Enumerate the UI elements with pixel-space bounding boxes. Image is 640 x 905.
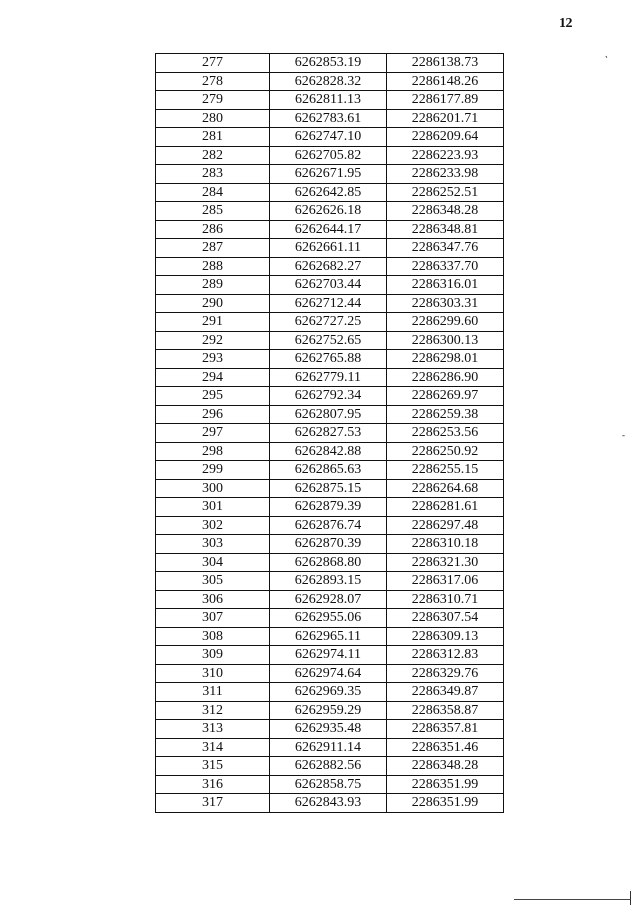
y-coordinate-cell: 2286349.87	[387, 683, 504, 702]
x-coordinate-cell: 6262870.39	[270, 535, 387, 554]
table-row	[156, 720, 504, 739]
point-number-cell: 315	[156, 757, 270, 776]
y-coordinate-cell: 2286312.83	[387, 646, 504, 665]
table-row	[156, 553, 504, 572]
point-number-cell: 299	[156, 461, 270, 480]
x-coordinate-cell: 6262671.95	[270, 165, 387, 184]
point-number-cell: 279	[156, 91, 270, 110]
y-coordinate-cell: 2286252.51	[387, 183, 504, 202]
point-number-cell: 312	[156, 701, 270, 720]
coordinates-table	[155, 53, 504, 813]
coordinates-table-body	[156, 54, 504, 813]
y-coordinate-cell: 2286358.87	[387, 701, 504, 720]
table-row	[156, 239, 504, 258]
x-coordinate-cell: 6262705.82	[270, 146, 387, 165]
y-coordinate-cell: 2286310.71	[387, 590, 504, 609]
table-row	[156, 794, 504, 813]
point-number-cell: 298	[156, 442, 270, 461]
table-row	[156, 331, 504, 350]
table-row	[156, 535, 504, 554]
y-coordinate-cell: 2286347.76	[387, 239, 504, 258]
point-number-cell: 317	[156, 794, 270, 813]
x-coordinate-cell: 6262865.63	[270, 461, 387, 480]
x-coordinate-cell: 6262828.32	[270, 72, 387, 91]
x-coordinate-cell: 6262974.11	[270, 646, 387, 665]
x-coordinate-cell: 6262792.34	[270, 387, 387, 406]
table-row	[156, 590, 504, 609]
y-coordinate-cell: 2286233.98	[387, 165, 504, 184]
point-number-cell: 311	[156, 683, 270, 702]
y-coordinate-cell: 2286316.01	[387, 276, 504, 295]
point-number-cell: 314	[156, 738, 270, 757]
table-row	[156, 738, 504, 757]
y-coordinate-cell: 2286329.76	[387, 664, 504, 683]
x-coordinate-cell: 6262644.17	[270, 220, 387, 239]
x-coordinate-cell: 6262642.85	[270, 183, 387, 202]
footer-rule	[514, 899, 630, 901]
table-row	[156, 479, 504, 498]
scan-artifact-mark: '	[604, 54, 612, 65]
table-row	[156, 775, 504, 794]
y-coordinate-cell: 2286250.92	[387, 442, 504, 461]
point-number-cell: 303	[156, 535, 270, 554]
x-coordinate-cell: 6262827.53	[270, 424, 387, 443]
x-coordinate-cell: 6262703.44	[270, 276, 387, 295]
y-coordinate-cell: 2286177.89	[387, 91, 504, 110]
x-coordinate-cell: 6262893.15	[270, 572, 387, 591]
table-row	[156, 627, 504, 646]
point-number-cell: 287	[156, 239, 270, 258]
point-number-cell: 291	[156, 313, 270, 332]
y-coordinate-cell: 2286286.90	[387, 368, 504, 387]
x-coordinate-cell: 6262911.14	[270, 738, 387, 757]
y-coordinate-cell: 2286264.68	[387, 479, 504, 498]
x-coordinate-cell: 6262752.65	[270, 331, 387, 350]
y-coordinate-cell: 2286307.54	[387, 609, 504, 628]
x-coordinate-cell: 6262935.48	[270, 720, 387, 739]
point-number-cell: 316	[156, 775, 270, 794]
y-coordinate-cell: 2286351.46	[387, 738, 504, 757]
table-row	[156, 202, 504, 221]
x-coordinate-cell: 6262853.19	[270, 54, 387, 73]
table-row	[156, 461, 504, 480]
y-coordinate-cell: 2286321.30	[387, 553, 504, 572]
x-coordinate-cell: 6262965.11	[270, 627, 387, 646]
table-row	[156, 368, 504, 387]
table-row	[156, 72, 504, 91]
y-coordinate-cell: 2286348.28	[387, 757, 504, 776]
point-number-cell: 293	[156, 350, 270, 369]
table-row	[156, 757, 504, 776]
table-row	[156, 350, 504, 369]
point-number-cell: 304	[156, 553, 270, 572]
point-number-cell: 295	[156, 387, 270, 406]
point-number-cell: 294	[156, 368, 270, 387]
x-coordinate-cell: 6262661.11	[270, 239, 387, 258]
y-coordinate-cell: 2286259.38	[387, 405, 504, 424]
y-coordinate-cell: 2286299.60	[387, 313, 504, 332]
table-row	[156, 146, 504, 165]
x-coordinate-cell: 6262928.07	[270, 590, 387, 609]
table-row	[156, 294, 504, 313]
y-coordinate-cell: 2286317.06	[387, 572, 504, 591]
x-coordinate-cell: 6262727.25	[270, 313, 387, 332]
y-coordinate-cell: 2286269.97	[387, 387, 504, 406]
y-coordinate-cell: 2286357.81	[387, 720, 504, 739]
x-coordinate-cell: 6262868.80	[270, 553, 387, 572]
table-row	[156, 109, 504, 128]
table-row	[156, 165, 504, 184]
table-row	[156, 664, 504, 683]
point-number-cell: 282	[156, 146, 270, 165]
table-row	[156, 609, 504, 628]
x-coordinate-cell: 6262811.13	[270, 91, 387, 110]
table-row	[156, 646, 504, 665]
point-number-cell: 300	[156, 479, 270, 498]
y-coordinate-cell: 2286201.71	[387, 109, 504, 128]
y-coordinate-cell: 2286303.31	[387, 294, 504, 313]
table-row	[156, 91, 504, 110]
y-coordinate-cell: 2286298.01	[387, 350, 504, 369]
x-coordinate-cell: 6262626.18	[270, 202, 387, 221]
table-row	[156, 701, 504, 720]
x-coordinate-cell: 6262843.93	[270, 794, 387, 813]
point-number-cell: 277	[156, 54, 270, 73]
y-coordinate-cell: 2286300.13	[387, 331, 504, 350]
y-coordinate-cell: 2286348.81	[387, 220, 504, 239]
point-number-cell: 310	[156, 664, 270, 683]
point-number-cell: 289	[156, 276, 270, 295]
table-row	[156, 442, 504, 461]
y-coordinate-cell: 2286223.93	[387, 146, 504, 165]
point-number-cell: 292	[156, 331, 270, 350]
y-coordinate-cell: 2286337.70	[387, 257, 504, 276]
x-coordinate-cell: 6262858.75	[270, 775, 387, 794]
point-number-cell: 286	[156, 220, 270, 239]
x-coordinate-cell: 6262882.56	[270, 757, 387, 776]
table-row	[156, 183, 504, 202]
table-row	[156, 424, 504, 443]
x-coordinate-cell: 6262974.64	[270, 664, 387, 683]
point-number-cell: 290	[156, 294, 270, 313]
table-row	[156, 387, 504, 406]
point-number-cell: 306	[156, 590, 270, 609]
x-coordinate-cell: 6262779.11	[270, 368, 387, 387]
point-number-cell: 288	[156, 257, 270, 276]
y-coordinate-cell: 2286297.48	[387, 516, 504, 535]
table-row	[156, 220, 504, 239]
table-row	[156, 516, 504, 535]
footer-tick	[630, 891, 631, 905]
point-number-cell: 301	[156, 498, 270, 517]
y-coordinate-cell: 2286138.73	[387, 54, 504, 73]
table-row	[156, 313, 504, 332]
x-coordinate-cell: 6262875.15	[270, 479, 387, 498]
table-row	[156, 257, 504, 276]
y-coordinate-cell: 2286348.28	[387, 202, 504, 221]
point-number-cell: 297	[156, 424, 270, 443]
y-coordinate-cell: 2286209.64	[387, 128, 504, 147]
table-row	[156, 276, 504, 295]
table-row	[156, 54, 504, 73]
point-number-cell: 308	[156, 627, 270, 646]
page-number: 12	[559, 16, 572, 31]
point-number-cell: 285	[156, 202, 270, 221]
point-number-cell: 278	[156, 72, 270, 91]
y-coordinate-cell: 2286309.13	[387, 627, 504, 646]
point-number-cell: 313	[156, 720, 270, 739]
table-row	[156, 405, 504, 424]
y-coordinate-cell: 2286351.99	[387, 794, 504, 813]
table-row	[156, 572, 504, 591]
point-number-cell: 296	[156, 405, 270, 424]
table-row	[156, 683, 504, 702]
x-coordinate-cell: 6262807.95	[270, 405, 387, 424]
x-coordinate-cell: 6262969.35	[270, 683, 387, 702]
table-row	[156, 498, 504, 517]
point-number-cell: 283	[156, 165, 270, 184]
x-coordinate-cell: 6262959.29	[270, 701, 387, 720]
point-number-cell: 302	[156, 516, 270, 535]
point-number-cell: 305	[156, 572, 270, 591]
x-coordinate-cell: 6262682.27	[270, 257, 387, 276]
y-coordinate-cell: 2286281.61	[387, 498, 504, 517]
x-coordinate-cell: 6262879.39	[270, 498, 387, 517]
scan-artifact-mark: -	[622, 430, 625, 440]
point-number-cell: 284	[156, 183, 270, 202]
table-row	[156, 128, 504, 147]
point-number-cell: 307	[156, 609, 270, 628]
point-number-cell: 281	[156, 128, 270, 147]
x-coordinate-cell: 6262712.44	[270, 294, 387, 313]
x-coordinate-cell: 6262876.74	[270, 516, 387, 535]
x-coordinate-cell: 6262765.88	[270, 350, 387, 369]
x-coordinate-cell: 6262747.10	[270, 128, 387, 147]
y-coordinate-cell: 2286351.99	[387, 775, 504, 794]
y-coordinate-cell: 2286253.56	[387, 424, 504, 443]
y-coordinate-cell: 2286148.26	[387, 72, 504, 91]
x-coordinate-cell: 6262842.88	[270, 442, 387, 461]
point-number-cell: 280	[156, 109, 270, 128]
x-coordinate-cell: 6262955.06	[270, 609, 387, 628]
y-coordinate-cell: 2286255.15	[387, 461, 504, 480]
y-coordinate-cell: 2286310.18	[387, 535, 504, 554]
point-number-cell: 309	[156, 646, 270, 665]
x-coordinate-cell: 6262783.61	[270, 109, 387, 128]
